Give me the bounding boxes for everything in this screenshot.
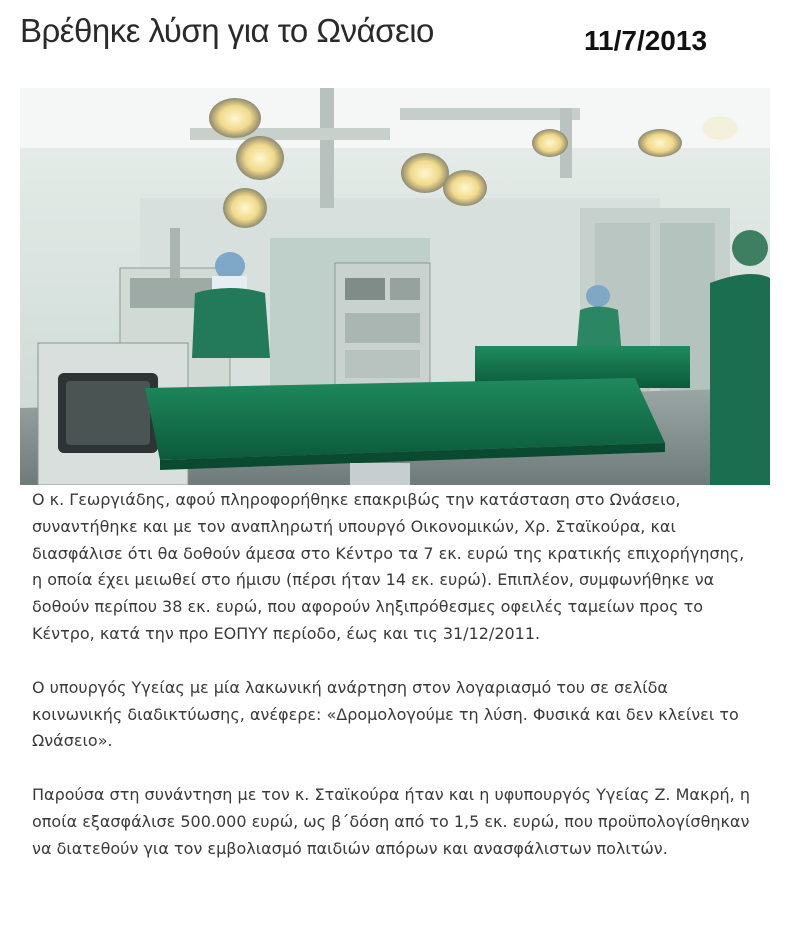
article-body (32, 487, 757, 890)
article-headline: Βρέθηκε λύση για το Ωνάσειο (20, 12, 434, 49)
operating-room-photo (20, 88, 770, 485)
article-paragraph: Παρούσα στη συνάντηση με τον κ. Σταϊκούρα ήταν και η υφυπουργός Υγείας Ζ. Μακρή, η οποία εξασφάλισε 500.000 ευρώ, ως β΄δόση από το 1,5 εκ. ευρώ, που προϋπολογίσθηκαν να διατεθούν για τον εμβολιασμό παιδιών απόρων και ανασφάλιστων πολιτών. (32, 785, 750, 858)
article-paragraph: Ο κ. Γεωργιάδης, αφού πληροφορήθηκε επακριβώς την κατάσταση στο Ωνάσειο, συναντήθηκε και με τον αναπληρωτή υπουργό Οικονομικών, Χρ. Σταϊκούρα, και διασφάλισε ότι θα δοθούν άμεσα στο Κέντρο τα 7 εκ. ευρώ της κρατικής επιχορήγησης, η οποία έχει μειωθεί στο ήμισυ (πέρσι ήταν 14 εκ. ευρώ). Επιπλέον, συμφωνήθηκε να δοθούν περίπου 38 εκ. ευρώ, που αφορούν ληξιπρόθεσμες οφειλές ταμείων προς το Κέντρο, κατά την προ ΕΟΠΥΥ περίοδο, έως και τις 31/12/2011. (32, 490, 745, 643)
article-paragraph: Ο υπουργός Υγείας με μία λακωνική ανάρτηση στον λογαριασμό του σε σελίδα κοινωνικής διαδικτύωσης, ανέφερε: «Δρομολογούμε τη λύση. Φυσικά και δεν κλείνει το Ωνάσειο». (32, 677, 739, 751)
article-date: 11/7/2013 (584, 25, 708, 56)
